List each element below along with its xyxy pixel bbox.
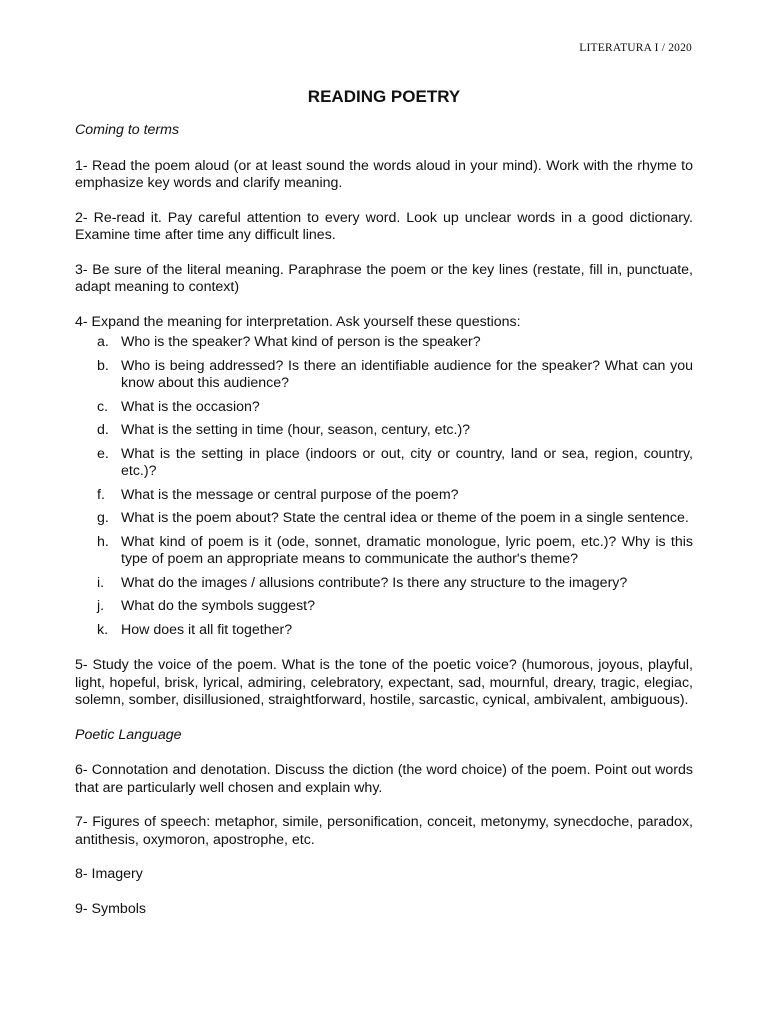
question-item	[75, 575, 693, 593]
question-letter: c.	[97, 398, 109, 415]
question-text: How does it all fit together?	[121, 621, 293, 638]
question-text: What is the occasion?	[121, 398, 260, 415]
section-heading-coming-to-terms: Coming to terms	[75, 122, 180, 138]
question-letter: h.	[97, 533, 109, 550]
question-text: Who is being addressed? Is there an identifiable audience for the speaker? What can you know about this audience?	[121, 357, 693, 391]
question-text: What is the poem about? State the central idea or theme of the poem in a single sentence.	[121, 510, 689, 526]
question-letter: b.	[97, 357, 109, 374]
question-item	[75, 446, 693, 481]
question-text: What do the images / allusions contribute? Is there any structure to the imagery?	[121, 574, 628, 591]
course-header: LITERATURA I / 2020	[579, 42, 692, 54]
paragraph-5: 5- Study the voice of the poem. What is the tone of the poetic voice? (humorous, joyous, playful, light, hopeful, brisk, lyrical, admiring, celebratory, expectant, sad, mournful, dreary, tragic, elegiac, solemn, somber, disillusioned, straightforward, hostile, sarcastic, cynical, ambivalent, ambiguous).	[75, 657, 693, 708]
document-body	[75, 122, 693, 935]
question-item	[75, 358, 693, 393]
question-list	[75, 334, 693, 639]
question-letter: g.	[97, 510, 109, 526]
question-item	[75, 622, 693, 640]
question-letter: e.	[97, 445, 109, 462]
question-text: What is the message or central purpose of the poem?	[121, 486, 459, 503]
section-heading-poetic-language: Poetic Language	[75, 726, 182, 743]
question-item	[75, 334, 693, 352]
question-item	[75, 399, 693, 417]
question-letter: d.	[97, 422, 109, 438]
question-item	[75, 510, 693, 528]
paragraph-2: 2- Re-read it. Pay careful attention to every word. Look up unclear words in a good dictionary. Examine time after time any difficult lines.	[75, 209, 693, 243]
question-letter: j.	[97, 598, 105, 614]
question-item	[75, 422, 693, 440]
paragraph-3: 3- Be sure of the literal meaning. Paraphrase the poem or the key lines (restate, fill in, punctuate, adapt meaning to context)	[75, 261, 693, 295]
question-text: What kind of poem is it (ode, sonnet, dramatic monologue, lyric poem, etc.)? Why is this type of poem an appropriate means to communicate the author's theme?	[121, 533, 693, 567]
question-item	[75, 534, 693, 569]
paragraph-1: 1- Read the poem aloud (or at least sound the words aloud in your mind). Work with the rhyme to emphasize key words and clarify meaning.	[75, 157, 693, 191]
question-letter: a.	[97, 334, 109, 350]
question-text: What is the setting in place (indoors or out, city or country, land or sea, region, country, etc.)?	[121, 445, 693, 479]
question-letter: f.	[97, 486, 105, 503]
question-item	[75, 487, 693, 505]
paragraph-4-intro: 4- Expand the meaning for interpretation. Ask yourself these questions:	[75, 313, 521, 330]
question-letter: k.	[97, 621, 109, 638]
paragraph-8: 8- Imagery	[75, 866, 143, 882]
paragraph-7: 7- Figures of speech: metaphor, simile, personification, conceit, metonymy, synecdoche, paradox, antithesis, oxymoron, apostrophe, etc.	[75, 814, 693, 848]
page-title: READING POETRY	[307, 87, 461, 106]
paragraph-6: 6- Connotation and denotation. Discuss the diction (the word choice) of the poem. Point out words that are particularly well chosen and explain why.	[75, 762, 693, 796]
question-item	[75, 598, 693, 616]
question-letter: i.	[97, 574, 105, 591]
question-text: What is the setting in time (hour, season, century, etc.)?	[121, 422, 471, 438]
question-text: What do the symbols suggest?	[121, 598, 315, 614]
question-text: Who is the speaker? What kind of person is the speaker?	[121, 334, 481, 350]
paragraph-9: 9- Symbols	[75, 900, 146, 917]
